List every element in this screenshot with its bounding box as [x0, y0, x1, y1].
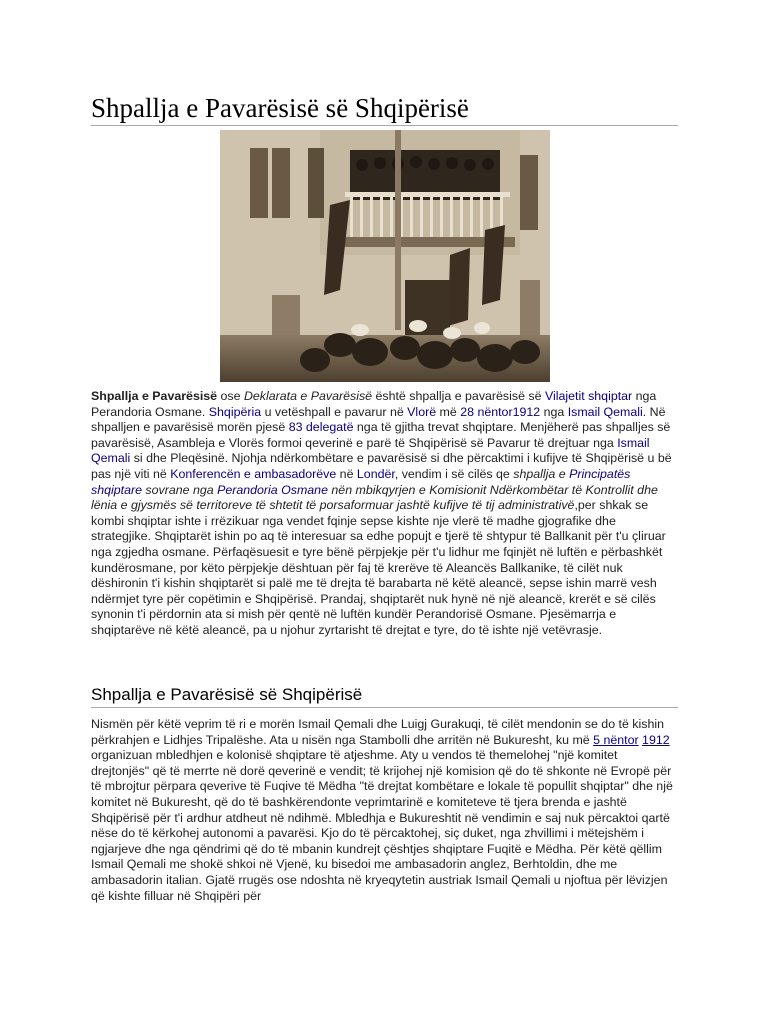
- link-perandoria-osmane[interactable]: Perandoria Osmane: [217, 482, 328, 497]
- italic-text: shpallja e: [513, 466, 570, 481]
- link-ismail-qemali[interactable]: Ismail Qemali: [567, 404, 643, 419]
- text-run: ose: [217, 389, 244, 403]
- text-run: organizuan mbledhjen e kolonisë shqiptare të atjeshme. Aty u vendos të themelohej "një komitet drejtonjës" që të merrte në dorë qeverinë e vendit; të krijohej një komision që do të shkonte në Evropë për të mbrojtur përpara qeverive të Fuqive të Mëdha "të drejtat kombëtare e lokale të popullit shqiptar" dhe një komitet në Bukuresht, që do të bashkërendonte veprimtarinë e komiteteve të tjera brenda e jashtë Shqipërisë për t'i ardhur atdheut në ndihmë. Mbledhja e Bukureshtit në vendimin e saj nuk përcaktoi qartë nëse do të kërkohej autonomi a pavarësi. Kjo do të përcaktohej, siç duket, nga zhvillimi i mëtejshëm i ngjarjeve dhe nga qëndrimi që do të mbanin kundrejt çështjes shqiptare Fuqitë e Mëdha. Për këtë qëllim Ismail Qemali me shokë shkoi në Vjenë, ku bisedoi me ambasadorin anglez, Berhtoldin, dhe me ambasadorin italian. Gjatë rrugës ose ndoshta në kryeqytetin austriak Ismail Qemali u njoftua për lëvizjen që kishte filluar në Shqipëri për: [91, 748, 673, 903]
- text-run: . Në shpalljen e pavarësisë morën pjesë: [91, 404, 666, 435]
- italic-text: nën mbikqyrjen e Komisionit Ndërkombëtar të Kontrollit dhe lënia e gjysmës së territoreve të shtetit të porsaformuar jashtë kufijve të tij administrativë: [91, 482, 658, 513]
- link-ismail-qemali-2[interactable]: Ismail Qemali: [91, 435, 650, 466]
- historical-photo: [220, 130, 550, 382]
- text-run: , vendim i së cilës qe: [394, 466, 514, 481]
- text-run: u vetëshpall e pavarur në: [261, 404, 408, 419]
- link-83-delegate[interactable]: 83 delegatë: [288, 420, 354, 435]
- italic-text: sovrane nga: [141, 482, 218, 497]
- bold-term: Shpallja e Pavarësisë: [91, 389, 218, 403]
- link-konferenca-ambasadoreve[interactable]: Konferencën e ambasadorëve: [170, 466, 337, 481]
- link-londer[interactable]: Londër: [356, 466, 395, 481]
- text-run: ,per shkak se kombi shqiptar ishte i rrëzikuar nga vendet fqinje sepse kishte nje vlerë të madhe gjografike dhe strategjike. Shqiptarët ishin po aq të interesuar sa edhe popujt e tjerë të shtypur të Ballkanit për t'u çliruar nga zgjedha osmane. Përfaqësuesit e tyre bënë përpjekje për t'u lidhur me fqinjët në luftën e përbashkët kundërosmane, por këto përpjekje dështuan për faj të krerëve të Aleancës Ballkanike, të cilët nuk dëshironin t'i kishin shqiptarët si palë me të drejta të barabarta në këtë aleancë, sepse ishin marrë vesh ndërmjet tyre për copëtimin e Shqipërisë. Prandaj, shqiptarët nuk hynë në një aleancë, krerët e së cilës synonin t'i përdornin ata si mish për qentë në luftën kundër Perandorisë Osmane. Pjesëmarrja e shqiptarëve në këtë aleancë, pa u njohur zyrtarisht të drejtat e tyre, do të ishte një vetëvrasje.: [91, 498, 666, 637]
- link-vilajeti-shqiptar[interactable]: Vilajetit shqiptar: [544, 389, 633, 403]
- text-run: nga Perandoria Osmane.: [91, 389, 657, 419]
- text-run: si dhe Pleqësinë. Njohja ndërkombëtare e pavarësisë si dhe përcaktimi i kufijve të Shqipërisë u bë pas një viti në: [91, 451, 672, 481]
- link-principata-shqiptare[interactable]: Principatës shqiptare: [91, 466, 631, 497]
- text-run: është shpallja e pavarësisë së: [372, 389, 545, 403]
- section-paragraph: [91, 717, 678, 904]
- link-28-nentor-1912[interactable]: 28 nëntor1912: [460, 404, 541, 419]
- text-run: më: [436, 404, 461, 419]
- photo-illustration: [220, 130, 550, 382]
- section-heading: Shpallja e Pavarësisë së Shqipërisë: [91, 684, 678, 708]
- text-run: Nismën për këtë veprim të ri e morën Ismail Qemali dhe Luigj Gurakuqi, të cilët mendonin se do të kishin përkrahjen e Lidhjes Tripalëshe. Ata u nisën nga Stambolli dhe arritën në Bukuresht, ku më: [91, 717, 664, 747]
- link-5-nentor[interactable]: 5 nëntor: [593, 732, 639, 747]
- page-title: Shpallja e Pavarësisë së Shqipërisë: [91, 91, 678, 126]
- text-run: nga të gjitha trevat shqiptare. Menjëherë pas shpalljes së pavarësisë, Asambleja e Vlorës formoi qeverinë e parë të Shqipërisë së Pavarur të drejtuar nga: [91, 420, 671, 450]
- text-run: nga: [540, 404, 568, 419]
- link-vlore[interactable]: Vlorë: [407, 404, 437, 419]
- text-run: në: [336, 466, 357, 481]
- link-1912[interactable]: 1912: [642, 732, 670, 747]
- intro-paragraph: [91, 389, 678, 639]
- link-shqiperia[interactable]: Shqipëria: [208, 404, 262, 419]
- italic-term: Deklarata e Pavarësisë: [243, 389, 373, 403]
